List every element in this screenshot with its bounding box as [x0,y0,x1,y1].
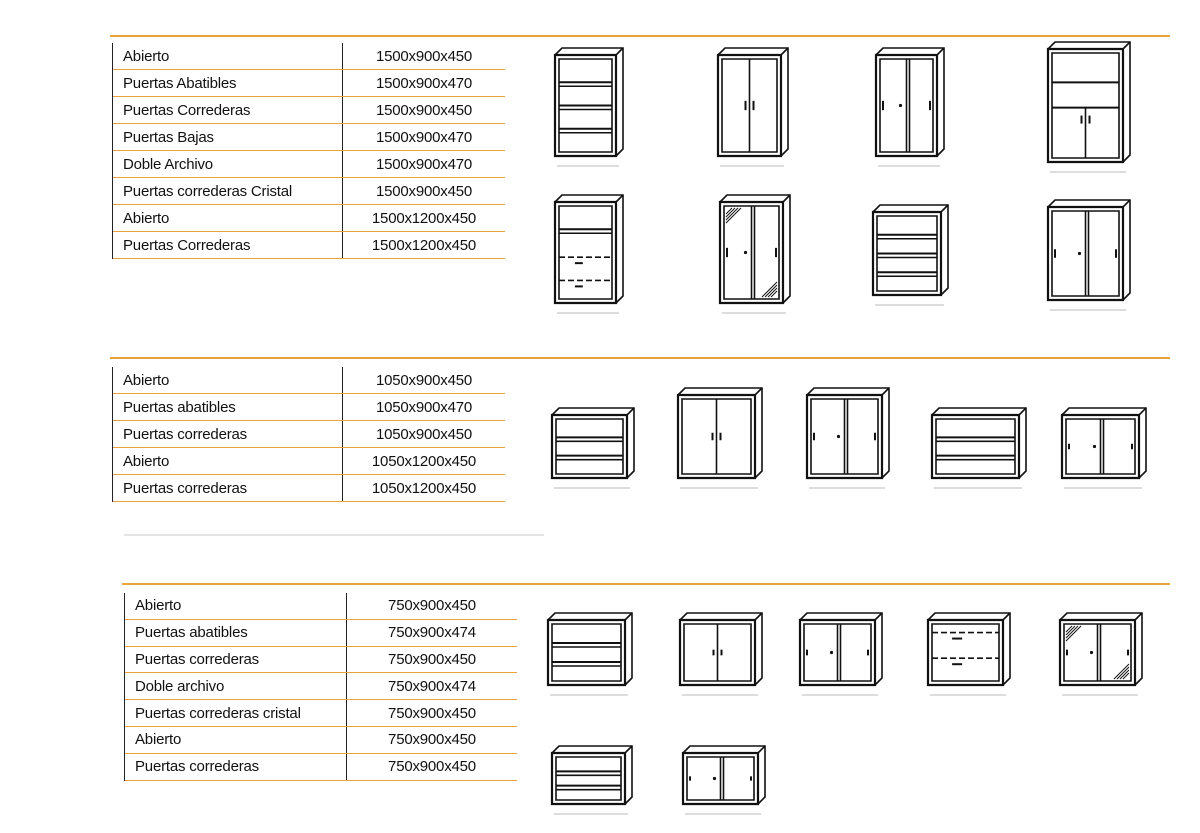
spec-row [125,700,517,727]
spec-row [113,475,505,502]
spec-table-750 [124,593,517,781]
swing-doors-cabinet-icon [678,388,762,492]
spec-row [125,727,517,754]
spec-row [113,178,505,205]
model-dimensions: 750x900x450 [388,758,476,776]
model-name: Puertas Bajas [113,124,343,150]
model-name: Puertas Correderas [113,97,343,123]
section-divider-1050 [110,357,1170,359]
double-file-cabinet-icon [928,613,1010,699]
open-shelves-cabinet-icon [552,408,634,492]
sliding-doors-cabinet-icon [683,746,765,818]
model-dimensions: 1500x1200x450 [371,236,477,254]
model-name: Puertas correderas cristal [125,700,347,726]
model-name: Puertas Abatibles [113,70,343,96]
open-shelves-cabinet-icon [932,408,1026,492]
open-shelves-cabinet-icon [873,205,948,309]
spec-row [113,151,505,178]
model-name: Doble archivo [125,673,347,699]
model-dimensions: 750x900x474 [388,624,476,642]
spec-row [125,593,517,620]
spec-row [113,124,505,151]
spec-table-1500 [112,43,505,259]
model-dimensions: 1500x900x450 [375,47,473,65]
spec-row [113,232,505,259]
spec-row [125,620,517,647]
sliding-doors-cabinet-icon [1062,408,1146,492]
model-dimensions: 1050x900x450 [375,371,473,389]
model-dimensions: 1050x900x450 [375,425,473,443]
model-name: Abierto [125,727,347,753]
spec-row [113,97,505,124]
sliding-doors-cabinet-icon [800,613,882,699]
model-dimensions: 1500x900x470 [375,128,473,146]
model-name: Puertas Correderas [113,232,343,258]
model-dimensions: 750x900x450 [388,650,476,668]
section-divider-1500 [110,35,1170,37]
spec-row [113,70,505,97]
model-name: Abierto [113,43,343,69]
model-name: Puertas abatibles [113,394,343,420]
model-name: Doble Archivo [113,151,343,177]
model-dimensions: 750x900x450 [388,597,476,615]
model-name: Puertas abatibles [125,620,347,646]
model-dimensions: 1050x900x470 [375,398,473,416]
section-divider-750 [122,583,1170,585]
open-shelves-cabinet-icon [548,613,632,699]
spec-row [113,421,505,448]
model-dimensions: 750x900x474 [388,677,476,695]
model-dimensions: 1500x900x450 [375,101,473,119]
spec-row [113,367,505,394]
caption-placeholder [124,534,544,536]
glass-sliding-doors-cabinet-icon [720,195,790,317]
model-name: Abierto [113,367,343,393]
swing-doors-cabinet-icon [680,613,762,699]
spec-row [125,647,517,674]
sliding-doors-cabinet-icon [876,48,944,170]
model-dimensions: 1050x1200x450 [371,479,477,497]
swing-doors-cabinet-icon [718,48,788,170]
model-name: Abierto [125,593,347,619]
low-doors-cabinet-icon [1048,42,1130,176]
spec-row [113,43,505,70]
model-dimensions: 1500x900x450 [375,182,473,200]
sliding-doors-cabinet-icon [807,388,889,492]
double-file-cabinet-icon [555,195,623,317]
model-dimensions: 1500x900x470 [375,74,473,92]
sliding-doors-cabinet-icon [1048,200,1130,314]
model-name: Puertas correderas [125,754,347,780]
model-dimensions: 750x900x450 [388,731,476,749]
model-name: Abierto [113,448,343,474]
open-shelves-cabinet-icon [552,746,632,818]
glass-sliding-doors-cabinet-icon [1060,613,1142,699]
spec-row [125,673,517,700]
model-dimensions: 1500x900x470 [375,155,473,173]
spec-row [113,205,505,232]
spec-row [113,394,505,421]
model-dimensions: 750x900x450 [388,704,476,722]
model-name: Puertas correderas [113,421,343,447]
open-shelves-cabinet-icon [555,48,623,170]
spec-row [125,754,517,781]
model-dimensions: 1500x1200x450 [371,209,477,227]
model-name: Puertas correderas [113,475,343,501]
model-name: Puertas correderas Cristal [113,178,343,204]
model-name: Puertas correderas [125,647,347,673]
spec-row [113,448,505,475]
spec-table-1050 [112,367,505,502]
model-name: Abierto [113,205,343,231]
model-dimensions: 1050x1200x450 [371,452,477,470]
